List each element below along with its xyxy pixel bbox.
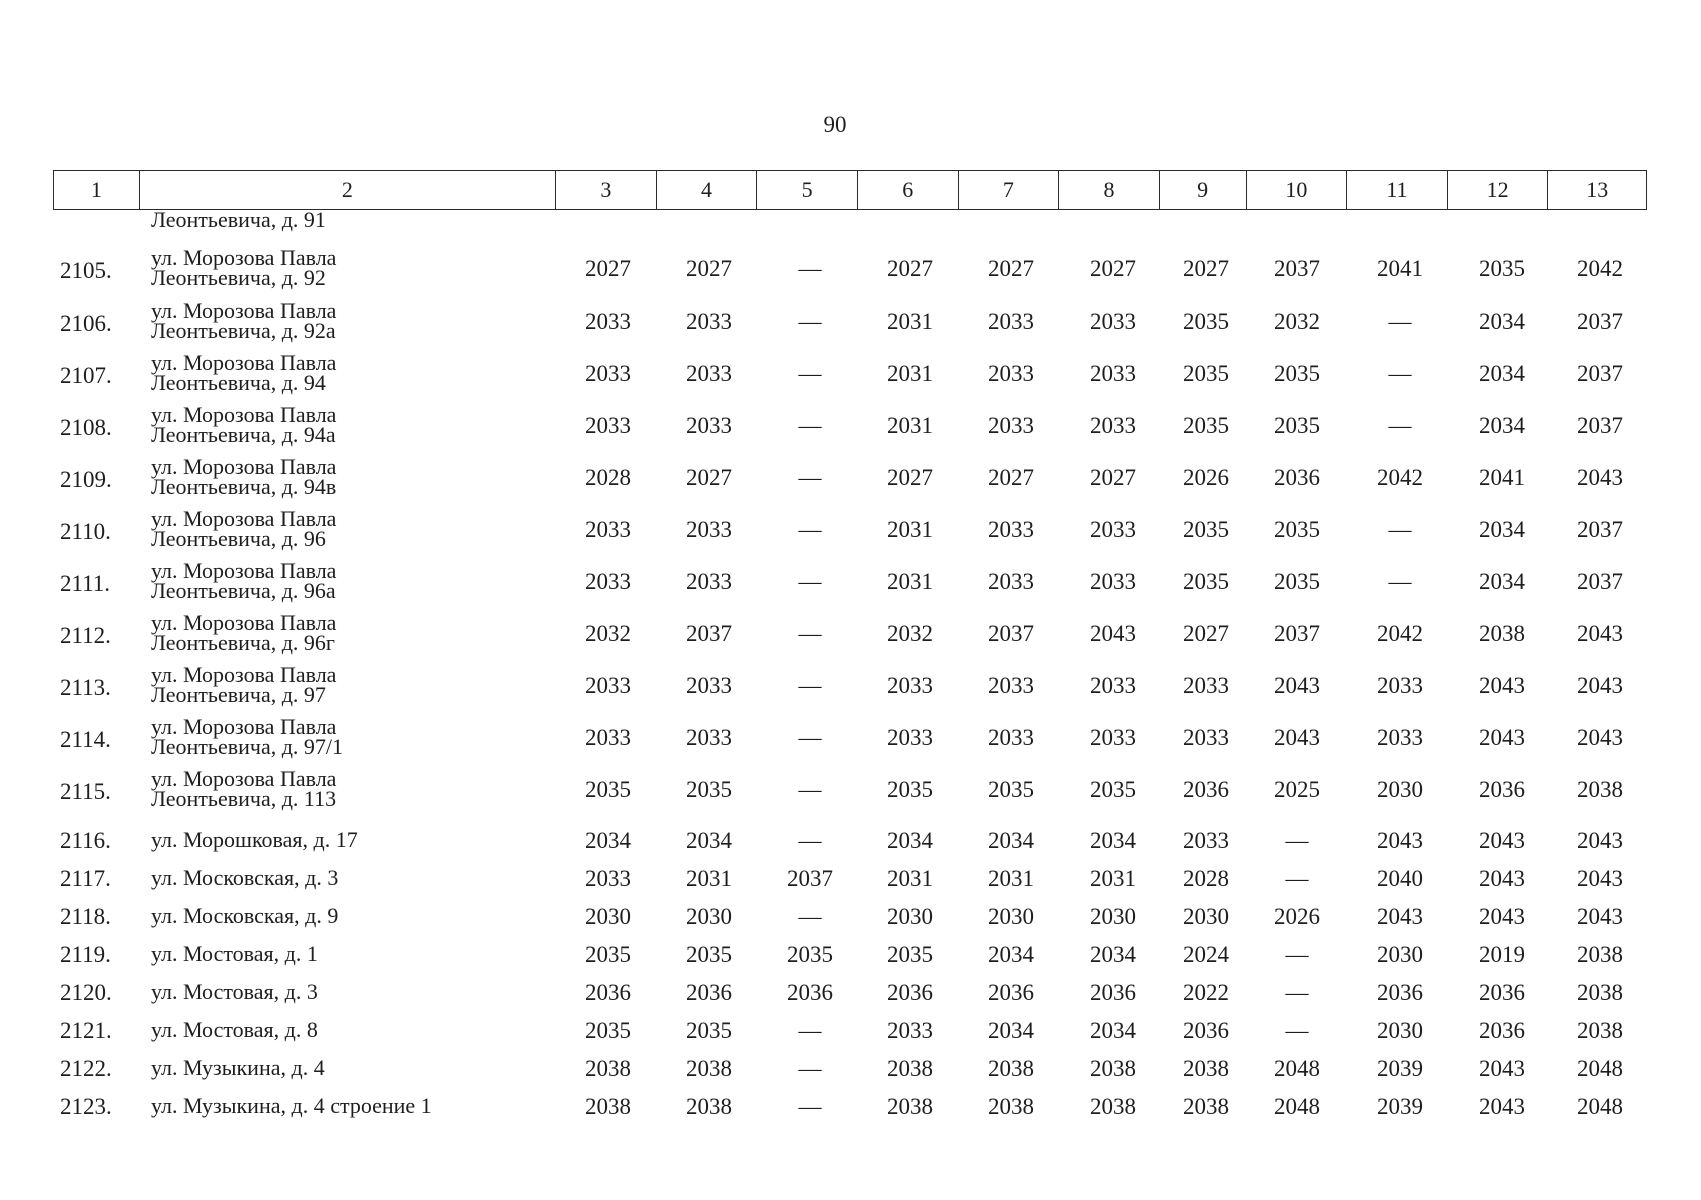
cell-col-13: 2037 xyxy=(1577,361,1623,386)
cell-col-11: 2043 xyxy=(1377,828,1423,853)
cell-col-8: 2034 xyxy=(1090,1018,1136,1043)
column-header-5: 5 xyxy=(757,171,858,209)
cell-col-7: 2034 xyxy=(988,828,1034,853)
cell-col-7: 2038 xyxy=(988,1056,1034,1081)
cell-col-5: — xyxy=(798,1094,822,1119)
cell-col-5: — xyxy=(798,361,822,386)
cell-col-6: 2033 xyxy=(887,725,933,750)
cell-col-4: 2035 xyxy=(686,942,732,967)
row-address-line-2: Леонтьевича, д. 96а xyxy=(151,578,336,603)
cell-col-6: 2033 xyxy=(887,1018,933,1043)
cell-col-11: 2030 xyxy=(1377,1018,1423,1043)
row-address-line-1: ул. Мостовая, д. 1 xyxy=(151,941,318,966)
row-number: 2122. xyxy=(60,1056,112,1081)
cell-col-9: 2027 xyxy=(1183,256,1229,281)
cell-col-9: 2026 xyxy=(1183,465,1229,490)
cell-col-13: 2043 xyxy=(1577,828,1623,853)
cell-col-8: 2043 xyxy=(1090,621,1136,646)
cell-col-3: 2034 xyxy=(585,828,631,853)
row-address-line-1: ул. Музыкина, д. 4 xyxy=(151,1055,325,1080)
cell-col-9: 2036 xyxy=(1183,1018,1229,1043)
cell-col-4: 2033 xyxy=(686,361,732,386)
cell-col-7: 2033 xyxy=(988,361,1034,386)
cell-col-4: 2036 xyxy=(686,980,732,1005)
cell-col-13: 2043 xyxy=(1577,904,1623,929)
cell-col-6: 2033 xyxy=(887,673,933,698)
row-number: 2105. xyxy=(60,258,112,283)
cell-col-12: 2034 xyxy=(1479,517,1525,542)
cell-col-8: 2031 xyxy=(1090,866,1136,891)
cell-col-8: 2033 xyxy=(1090,413,1136,438)
cell-col-4: 2033 xyxy=(686,413,732,438)
cell-col-10: 2025 xyxy=(1274,777,1320,802)
row-address-line-2: Леонтьевича, д. 113 xyxy=(151,786,337,811)
cell-col-5: — xyxy=(798,1018,822,1043)
cell-col-13: 2048 xyxy=(1577,1056,1623,1081)
cell-col-6: 2036 xyxy=(887,980,933,1005)
row-address-line-1: ул. Мостовая, д. 8 xyxy=(151,1017,318,1042)
cell-col-8: 2035 xyxy=(1090,777,1136,802)
cell-col-13: 2037 xyxy=(1577,569,1623,594)
row-number: 2121. xyxy=(60,1018,112,1043)
cell-col-9: 2024 xyxy=(1183,942,1229,967)
cell-col-5: — xyxy=(798,465,822,490)
row-address-line-1: ул. Морозова Павла xyxy=(151,298,337,323)
row-address-line-2: Леонтьевича, д. 96г xyxy=(151,630,335,655)
cell-col-9: 2033 xyxy=(1183,828,1229,853)
cell-col-5: — xyxy=(798,777,822,802)
row-address-line-2: Леонтьевича, д. 97 xyxy=(151,682,326,707)
cell-col-10: — xyxy=(1285,942,1309,967)
cell-col-4: 2035 xyxy=(686,1018,732,1043)
row-address-line-1: ул. Морозова Павла xyxy=(151,662,337,687)
cell-col-7: 2034 xyxy=(988,1018,1034,1043)
row-number: 2112. xyxy=(60,623,111,648)
cell-col-5: — xyxy=(798,1056,822,1081)
row-address-line-1: ул. Морозова Павла xyxy=(151,506,337,531)
row-address xyxy=(151,980,551,1004)
cell-col-13: 2038 xyxy=(1577,980,1623,1005)
cell-col-7: 2035 xyxy=(988,777,1034,802)
row-address-line-1: ул. Московская, д. 9 xyxy=(151,903,339,928)
cell-col-4: 2027 xyxy=(686,465,732,490)
cell-col-13: 2038 xyxy=(1577,1018,1623,1043)
cell-col-4: 2033 xyxy=(686,309,732,334)
cell-col-12: 2043 xyxy=(1479,673,1525,698)
row-address xyxy=(151,942,551,966)
cell-col-11: — xyxy=(1388,309,1412,334)
row-address-line-1: ул. Морозова Павла xyxy=(151,402,337,427)
row-number: 2115. xyxy=(60,779,111,804)
row-address xyxy=(151,610,551,655)
cell-col-12: 2034 xyxy=(1479,569,1525,594)
cell-col-8: 2033 xyxy=(1090,309,1136,334)
cell-col-9: 2028 xyxy=(1183,866,1229,891)
cell-col-12: 2036 xyxy=(1479,1018,1525,1043)
cell-col-8: 2036 xyxy=(1090,980,1136,1005)
row-address xyxy=(151,714,551,759)
cell-col-13: 2038 xyxy=(1577,777,1623,802)
cell-col-6: 2031 xyxy=(887,413,933,438)
cell-col-8: 2027 xyxy=(1090,256,1136,281)
cell-col-7: 2038 xyxy=(988,1094,1034,1119)
cell-col-12: 2035 xyxy=(1479,256,1525,281)
cell-col-7: 2027 xyxy=(988,465,1034,490)
cell-col-12: 2043 xyxy=(1479,725,1525,750)
column-header-11: 11 xyxy=(1347,171,1448,209)
row-number: 2119. xyxy=(60,942,111,967)
row-address-line-1: ул. Московская, д. 3 xyxy=(151,865,339,890)
cell-col-7: 2030 xyxy=(988,904,1034,929)
cell-col-10: — xyxy=(1285,980,1309,1005)
cell-col-13: 2043 xyxy=(1577,621,1623,646)
cell-col-13: 2042 xyxy=(1577,256,1623,281)
column-header-1: 1 xyxy=(54,171,140,209)
cell-col-8: 2033 xyxy=(1090,569,1136,594)
cell-col-5: — xyxy=(798,517,822,542)
cell-col-5: 2035 xyxy=(787,942,833,967)
cell-col-9: 2030 xyxy=(1183,904,1229,929)
cell-col-12: 2034 xyxy=(1479,413,1525,438)
cell-col-9: 2033 xyxy=(1183,725,1229,750)
cell-col-13: 2043 xyxy=(1577,673,1623,698)
cell-col-8: 2027 xyxy=(1090,465,1136,490)
cell-col-4: 2034 xyxy=(686,828,732,853)
cell-col-5: — xyxy=(798,569,822,594)
column-header-9: 9 xyxy=(1160,171,1247,209)
cell-col-11: — xyxy=(1388,517,1412,542)
cell-col-3: 2033 xyxy=(585,413,631,438)
cell-col-9: 2033 xyxy=(1183,673,1229,698)
row-number: 2109. xyxy=(60,467,112,492)
cell-col-4: 2027 xyxy=(686,256,732,281)
row-address-line-1: ул. Морозова Павла xyxy=(151,766,337,791)
cell-col-10: 2035 xyxy=(1274,517,1320,542)
cell-col-8: 2033 xyxy=(1090,517,1136,542)
cell-col-3: 2035 xyxy=(585,777,631,802)
column-header-13: 13 xyxy=(1586,177,1609,202)
cell-col-3: 2033 xyxy=(585,309,631,334)
row-address xyxy=(151,1018,551,1042)
cell-col-5: — xyxy=(798,621,822,646)
cell-col-10: — xyxy=(1285,828,1309,853)
cell-col-3: 2033 xyxy=(585,725,631,750)
row-address xyxy=(151,828,551,852)
cell-col-7: 2036 xyxy=(988,980,1034,1005)
cell-col-11: — xyxy=(1388,413,1412,438)
cell-col-6: 2027 xyxy=(887,256,933,281)
cell-col-3: 2027 xyxy=(585,256,631,281)
cell-col-5: — xyxy=(798,413,822,438)
cell-col-4: 2033 xyxy=(686,673,732,698)
cell-col-6: 2027 xyxy=(887,465,933,490)
cell-col-6: 2030 xyxy=(887,904,933,929)
row-address-line-1: ул. Морозова Павла xyxy=(151,714,337,739)
cell-col-3: 2036 xyxy=(585,980,631,1005)
row-number: 2111. xyxy=(60,571,111,596)
cell-col-9: 2036 xyxy=(1183,777,1229,802)
cell-col-11: 2039 xyxy=(1377,1056,1423,1081)
cell-col-6: 2031 xyxy=(887,361,933,386)
row-address xyxy=(151,904,551,928)
cell-col-6: 2031 xyxy=(887,517,933,542)
cell-col-10: 2043 xyxy=(1274,725,1320,750)
row-number: 2110. xyxy=(60,519,111,544)
row-number: 2117. xyxy=(60,866,111,891)
cell-col-7: 2034 xyxy=(988,942,1034,967)
column-header-4: 4 xyxy=(657,171,758,209)
row-address xyxy=(151,662,551,707)
cell-col-9: 2035 xyxy=(1183,361,1229,386)
cell-col-13: 2043 xyxy=(1577,866,1623,891)
cell-col-10: 2037 xyxy=(1274,621,1320,646)
cell-col-4: 2033 xyxy=(686,517,732,542)
cell-col-9: 2038 xyxy=(1183,1056,1229,1081)
cell-col-5: — xyxy=(798,256,822,281)
cell-col-11: 2033 xyxy=(1377,673,1423,698)
cell-col-10: 2048 xyxy=(1274,1094,1320,1119)
cell-col-6: 2035 xyxy=(887,942,933,967)
cell-col-6: 2038 xyxy=(887,1056,933,1081)
cell-col-3: 2035 xyxy=(585,1018,631,1043)
cell-col-11: 2033 xyxy=(1377,725,1423,750)
row-address xyxy=(151,866,551,890)
row-address-line-2: Леонтьевича, д. 97/1 xyxy=(151,734,344,759)
column-header-7: 7 xyxy=(959,171,1060,209)
cell-col-12: 2034 xyxy=(1479,309,1525,334)
cell-col-3: 2028 xyxy=(585,465,631,490)
row-number: 2120. xyxy=(60,980,112,1005)
cell-col-10: 2032 xyxy=(1274,309,1320,334)
cell-col-12: 2038 xyxy=(1479,621,1525,646)
cell-col-11: 2043 xyxy=(1377,904,1423,929)
cell-col-3: 2033 xyxy=(585,569,631,594)
cell-col-10: 2035 xyxy=(1274,569,1320,594)
cell-col-7: 2031 xyxy=(988,866,1034,891)
cell-col-5: 2036 xyxy=(787,980,833,1005)
cell-col-13: 2043 xyxy=(1577,465,1623,490)
cell-col-13: 2043 xyxy=(1577,725,1623,750)
cell-col-5: — xyxy=(798,309,822,334)
row-number: 2123. xyxy=(60,1094,112,1119)
cell-col-4: 2033 xyxy=(686,725,732,750)
cell-col-10: — xyxy=(1285,866,1309,891)
row-address xyxy=(151,350,551,395)
cell-col-3: 2035 xyxy=(585,942,631,967)
row-address-line-2: Леонтьевича, д. 94 xyxy=(151,370,326,395)
cell-col-6: 2032 xyxy=(887,621,933,646)
cell-col-4: 2037 xyxy=(686,621,732,646)
row-address xyxy=(151,1094,551,1118)
cell-col-3: 2033 xyxy=(585,673,631,698)
row-number: 2116. xyxy=(60,828,111,853)
cell-col-8: 2038 xyxy=(1090,1056,1136,1081)
row-number: 2108. xyxy=(60,415,112,440)
cell-col-7: 2033 xyxy=(988,673,1034,698)
cell-col-7: 2033 xyxy=(988,569,1034,594)
row-address xyxy=(151,454,551,499)
column-header-10: 10 xyxy=(1247,171,1348,209)
cell-col-10: 2035 xyxy=(1274,361,1320,386)
cell-col-10: 2043 xyxy=(1274,673,1320,698)
row-address xyxy=(151,506,551,551)
cell-col-11: 2039 xyxy=(1377,1094,1423,1119)
row-number: 2118. xyxy=(60,904,111,929)
row-address-line-2: Леонтьевича, д. 94в xyxy=(151,474,337,499)
cell-col-10: 2035 xyxy=(1274,413,1320,438)
cell-col-9: 2038 xyxy=(1183,1094,1229,1119)
cell-col-11: — xyxy=(1388,569,1412,594)
row-address-line-1: ул. Морошковая, д. 17 xyxy=(151,827,358,852)
column-header-2: 2 xyxy=(140,171,556,209)
cell-col-7: 2027 xyxy=(988,256,1034,281)
row-address-line-1: ул. Морозова Павла xyxy=(151,454,337,479)
cell-col-4: 2038 xyxy=(686,1094,732,1119)
cell-col-6: 2031 xyxy=(887,569,933,594)
cell-col-6: 2031 xyxy=(887,309,933,334)
cell-col-8: 2038 xyxy=(1090,1094,1136,1119)
cell-col-6: 2031 xyxy=(887,866,933,891)
row-address-line-2: Леонтьевича, д. 92а xyxy=(151,318,336,343)
row-number: 2113. xyxy=(60,675,111,700)
cell-col-10: 2037 xyxy=(1274,256,1320,281)
cell-col-12: 2041 xyxy=(1479,465,1525,490)
cell-col-3: 2038 xyxy=(585,1056,631,1081)
cell-col-11: 2030 xyxy=(1377,942,1423,967)
cell-col-5: — xyxy=(798,828,822,853)
cell-col-7: 2037 xyxy=(988,621,1034,646)
cell-col-7: 2033 xyxy=(988,413,1034,438)
row-address-line-1: ул. Морозова Павла xyxy=(151,350,337,375)
cell-col-11: 2042 xyxy=(1377,465,1423,490)
row-address-line-2: Леонтьевича, д. 94а xyxy=(151,422,336,447)
cell-col-4: 2038 xyxy=(686,1056,732,1081)
row-number: 2106. xyxy=(60,311,112,336)
cell-col-8: 2033 xyxy=(1090,673,1136,698)
row-address xyxy=(151,245,551,290)
continuation-address: Леонтьевича, д. 91 xyxy=(151,207,326,232)
column-header-6: 6 xyxy=(858,171,959,209)
cell-col-9: 2022 xyxy=(1183,980,1229,1005)
cell-col-3: 2033 xyxy=(585,361,631,386)
cell-col-9: 2035 xyxy=(1183,517,1229,542)
cell-col-12: 2034 xyxy=(1479,361,1525,386)
cell-col-10: 2048 xyxy=(1274,1056,1320,1081)
cell-col-3: 2032 xyxy=(585,621,631,646)
row-address-line-2: Леонтьевича, д. 96 xyxy=(151,526,326,551)
cell-col-7: 2033 xyxy=(988,309,1034,334)
cell-col-13: 2037 xyxy=(1577,413,1623,438)
cell-col-8: 2033 xyxy=(1090,725,1136,750)
column-header-12: 12 xyxy=(1448,171,1549,209)
row-address-line-1: ул. Музыкина, д. 4 строение 1 xyxy=(151,1093,432,1118)
cell-col-12: 2043 xyxy=(1479,1094,1525,1119)
row-number: 2107. xyxy=(60,363,112,388)
cell-col-12: 2036 xyxy=(1479,777,1525,802)
row-address-line-1: ул. Морозова Павла xyxy=(151,245,337,270)
cell-col-12: 2043 xyxy=(1479,904,1525,929)
cell-col-8: 2034 xyxy=(1090,942,1136,967)
cell-col-5: — xyxy=(798,904,822,929)
cell-col-11: 2040 xyxy=(1377,866,1423,891)
cell-col-13: 2048 xyxy=(1577,1094,1623,1119)
cell-col-13: 2037 xyxy=(1577,517,1623,542)
cell-col-3: 2033 xyxy=(585,517,631,542)
row-address-line-1: ул. Морозова Павла xyxy=(151,558,337,583)
cell-col-5: 2037 xyxy=(787,866,833,891)
cell-col-13: 2037 xyxy=(1577,309,1623,334)
cell-col-12: 2019 xyxy=(1479,942,1525,967)
cell-col-9: 2027 xyxy=(1183,621,1229,646)
cell-col-13: 2038 xyxy=(1577,942,1623,967)
cell-col-11: — xyxy=(1388,361,1412,386)
cell-col-12: 2043 xyxy=(1479,828,1525,853)
cell-col-10: 2026 xyxy=(1274,904,1320,929)
cell-col-3: 2033 xyxy=(585,866,631,891)
cell-col-9: 2035 xyxy=(1183,309,1229,334)
cell-col-5: — xyxy=(798,673,822,698)
cell-col-5: — xyxy=(798,725,822,750)
column-header-3: 3 xyxy=(556,171,657,209)
column-header-row xyxy=(53,170,1647,210)
cell-col-8: 2030 xyxy=(1090,904,1136,929)
cell-col-6: 2038 xyxy=(887,1094,933,1119)
cell-col-8: 2034 xyxy=(1090,828,1136,853)
column-header-8: 8 xyxy=(1059,171,1160,209)
cell-col-9: 2035 xyxy=(1183,569,1229,594)
page-number: 90 xyxy=(823,112,847,137)
cell-col-12: 2043 xyxy=(1479,866,1525,891)
row-address xyxy=(151,298,551,343)
row-address xyxy=(151,558,551,603)
row-address-line-2: Леонтьевича, д. 92 xyxy=(151,265,326,290)
cell-col-3: 2038 xyxy=(585,1094,631,1119)
row-address-line-1: ул. Мостовая, д. 3 xyxy=(151,979,318,1004)
cell-col-10: — xyxy=(1285,1018,1309,1043)
cell-col-11: 2041 xyxy=(1377,256,1423,281)
cell-col-6: 2034 xyxy=(887,828,933,853)
cell-col-7: 2033 xyxy=(988,517,1034,542)
cell-col-6: 2035 xyxy=(887,777,933,802)
row-number: 2114. xyxy=(60,727,111,752)
cell-col-9: 2035 xyxy=(1183,413,1229,438)
cell-col-3: 2030 xyxy=(585,904,631,929)
cell-col-11: 2030 xyxy=(1377,777,1423,802)
cell-col-8: 2033 xyxy=(1090,361,1136,386)
row-address xyxy=(151,402,551,447)
cell-col-10: 2036 xyxy=(1274,465,1320,490)
row-address-line-1: ул. Морозова Павла xyxy=(151,610,337,635)
row-address xyxy=(151,1056,551,1080)
cell-col-11: 2036 xyxy=(1377,980,1423,1005)
cell-col-4: 2031 xyxy=(686,866,732,891)
cell-col-7: 2033 xyxy=(988,725,1034,750)
cell-col-4: 2030 xyxy=(686,904,732,929)
row-address xyxy=(151,766,551,811)
cell-col-4: 2035 xyxy=(686,777,732,802)
cell-col-12: 2043 xyxy=(1479,1056,1525,1081)
cell-col-11: 2042 xyxy=(1377,621,1423,646)
cell-col-4: 2033 xyxy=(686,569,732,594)
cell-col-12: 2036 xyxy=(1479,980,1525,1005)
